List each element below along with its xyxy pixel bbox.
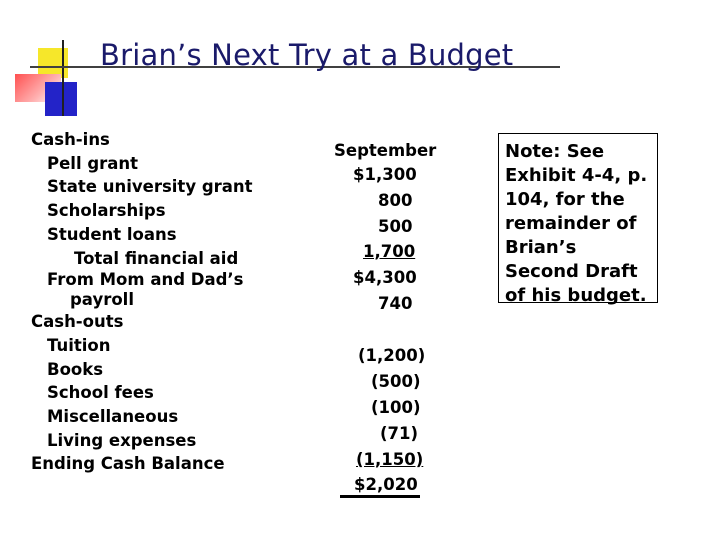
label-parents: From Mom and Dad’s (47, 270, 244, 290)
value-fees: (100) (371, 398, 421, 417)
logo-blue-square (45, 82, 77, 116)
label-student-loans: Student loans (47, 224, 177, 244)
budget-labels (31, 128, 253, 476)
value-pell: $1,300 (353, 165, 417, 184)
label-state-grant: State university grant (47, 177, 253, 197)
value-loans: 1,700 (363, 242, 416, 261)
value-books: (500) (371, 372, 421, 391)
label-living-expenses: Living expenses (47, 430, 197, 450)
slide-title: Brian’s Next Try at a Budget (100, 38, 514, 72)
label-cash-outs: Cash-outs (31, 312, 124, 332)
label-tuition: Tuition (47, 335, 111, 355)
label-ending-balance: Ending Cash Balance (31, 454, 225, 474)
value-total-aid: $4,300 (353, 268, 417, 287)
label-books: Books (47, 359, 104, 379)
ending-balance-double-rule (340, 495, 420, 498)
note-box (498, 133, 658, 306)
label-pell-grant: Pell grant (47, 153, 139, 173)
label-cash-ins: Cash-ins (31, 130, 110, 149)
value-misc: (71) (380, 424, 419, 443)
value-parents: 740 (378, 294, 413, 313)
label-school-fees: School fees (47, 383, 154, 403)
label-total-aid: Total financial aid (74, 248, 239, 268)
value-state: 800 (378, 191, 413, 210)
label-miscellaneous: Miscellaneous (47, 407, 179, 427)
value-scholarships: 500 (378, 217, 413, 236)
label-payroll: payroll (70, 290, 134, 310)
value-header: September (334, 141, 437, 160)
label-scholarships: Scholarships (47, 201, 166, 221)
logo-vertical-line (62, 40, 64, 116)
value-tuition: (1,200) (358, 346, 426, 365)
value-ending: $2,020 (354, 475, 418, 494)
value-living: (1,150) (356, 450, 424, 469)
note-text: Note: See Exhibit 4-4, p. 104, for the remainder of Brian’s Second Draft of his budget. (505, 141, 648, 306)
